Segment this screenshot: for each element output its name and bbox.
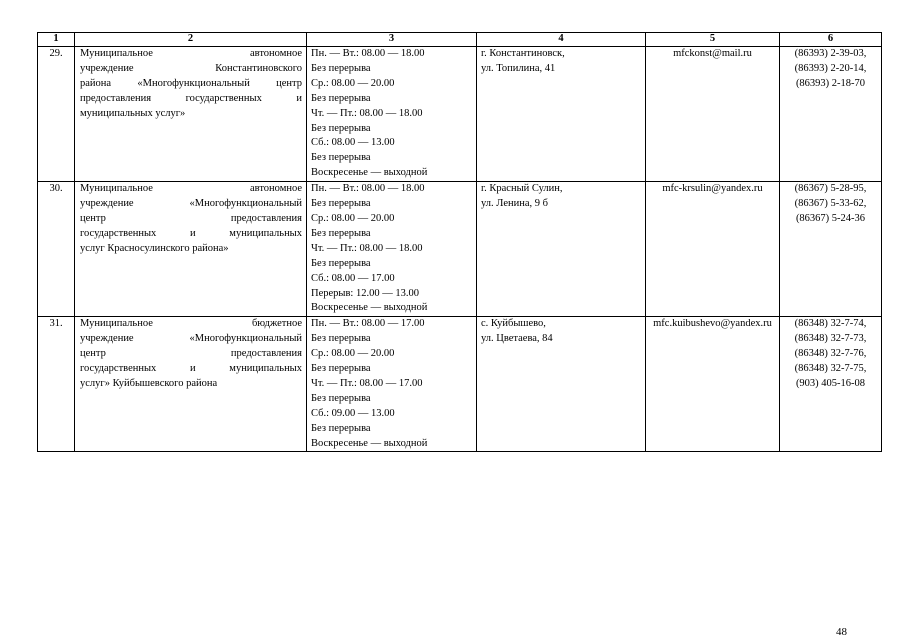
organization-name-line: муниципальных услуг» [80,107,186,119]
working-hours-line: Чт. — Пт.: 08.00 — 18.00 [311,242,423,254]
phone-numbers [780,317,882,452]
column-header: 6 [780,33,882,47]
working-hours-line: Воскресенье — выходной [311,167,428,179]
working-hours-line: Воскресенье — выходной [311,302,428,314]
working-hours-line: Чт. — Пт.: 08.00 — 18.00 [311,107,423,119]
phone-line: (86348) 32-7-73, [794,333,867,345]
organization-name-line: услуг» Куйбышевского района [80,377,218,389]
phone-numbers [780,182,882,317]
phone-line: (86393) 2-39-03, [794,48,867,59]
organization-name-line: государственных и муниципальных [80,227,302,239]
email: mfc.kuibushevo@yandex.ru [646,317,780,452]
phone-line: (86367) 5-33-62, [794,198,867,210]
column-header: 3 [307,33,477,47]
table-row [38,317,882,452]
table-row [38,47,882,182]
address-line: г. Константиновск, [481,48,565,59]
organization-name [75,182,307,317]
table-body [38,47,882,452]
phone-line: (86348) 32-7-74, [794,318,867,330]
organization-name-line: государственных и муниципальных [80,363,302,375]
working-hours-line: Без перерыва [311,363,371,375]
address-line: г. Красный Сулин, [481,183,563,195]
working-hours-line: Пн. — Вт.: 08.00 — 17.00 [311,318,425,330]
organization-name [75,47,307,182]
working-hours-line: Без перерыва [311,257,371,269]
working-hours-line: Пн. — Вт.: 08.00 — 18.00 [311,48,425,59]
working-hours-line: Без перерыва [311,198,371,210]
working-hours-line: Без перерыва [311,392,371,404]
row-number: 31. [38,317,75,452]
phone-line: (86393) 2-20-14, [794,62,867,74]
working-hours-line: Ср.: 08.00 — 20.00 [311,348,395,360]
column-header: 1 [38,33,75,47]
address-line: ул. Цветаева, 84 [481,333,553,345]
working-hours-line: Без перерыва [311,422,371,434]
working-hours-line: Перерыв: 12.00 — 13.00 [311,287,419,299]
working-hours-line: Воскресенье — выходной [311,437,428,449]
working-hours-line: Чт. — Пт.: 08.00 — 17.00 [311,377,423,389]
organization-name-line: Муниципальное автономное [80,183,302,195]
phone-line: (86348) 32-7-76, [794,348,867,360]
organization-name-line: услуг Красносулинского района» [80,242,229,254]
address-line: ул. Топилина, 41 [481,62,556,74]
row-number: 30. [38,182,75,317]
organization-name [75,317,307,452]
phone-line: (86367) 5-24-36 [795,212,866,224]
organization-name-line: предоставления государственных и [80,92,302,104]
address [477,182,646,317]
address [477,47,646,182]
working-hours [307,47,477,182]
email: mfc-krsulin@yandex.ru [646,182,780,317]
working-hours-line: Без перерыва [311,92,371,104]
working-hours [307,317,477,452]
working-hours-line: Сб.: 08.00 — 17.00 [311,272,395,284]
organization-name-line: учреждение «Многофункциональный [80,198,302,210]
working-hours-line: Без перерыва [311,333,371,345]
column-header: 5 [646,33,780,47]
address [477,317,646,452]
working-hours-line: Пн. — Вт.: 08.00 — 18.00 [311,183,425,195]
service-centers-table [37,32,882,452]
organization-name-line: учреждение Константиновского [80,62,302,74]
working-hours-line: Без перерыва [311,227,371,239]
organization-name-line: учреждение «Многофункциональный [80,333,302,345]
page-number: 48 [836,626,847,638]
working-hours-line: Без перерыва [311,122,371,134]
phone-line: (86393) 2-18-70 [795,77,866,89]
table-row [38,182,882,317]
email: mfckonst@mail.ru [646,47,780,182]
working-hours-line: Сб.: 09.00 — 13.00 [311,407,395,419]
working-hours-line: Без перерыва [311,62,371,74]
row-number: 29. [38,47,75,182]
address-line: с. Куйбышево, [481,318,546,330]
working-hours-line: Сб.: 08.00 — 13.00 [311,137,395,149]
column-header: 4 [477,33,646,47]
working-hours-line: Без перерыва [311,152,371,164]
organization-name-line: центр предоставления [80,348,302,360]
working-hours-line: Ср.: 08.00 — 20.00 [311,77,395,89]
organization-name-line: района «Многофункциональный центр [80,77,302,89]
organization-name-line: центр предоставления [80,212,302,224]
phone-numbers [780,47,882,182]
phone-line: (903) 405-16-08 [795,377,866,389]
address-line: ул. Ленина, 9 б [481,198,548,210]
organization-name-line: Муниципальное бюджетное [80,318,302,330]
column-header: 2 [75,33,307,47]
table-header-row [38,33,882,47]
phone-line: (86348) 32-7-75, [794,363,867,375]
working-hours [307,182,477,317]
phone-line: (86367) 5-28-95, [794,183,867,195]
working-hours-line: Ср.: 08.00 — 20.00 [311,212,395,224]
organization-name-line: Муниципальное автономное [80,48,302,59]
